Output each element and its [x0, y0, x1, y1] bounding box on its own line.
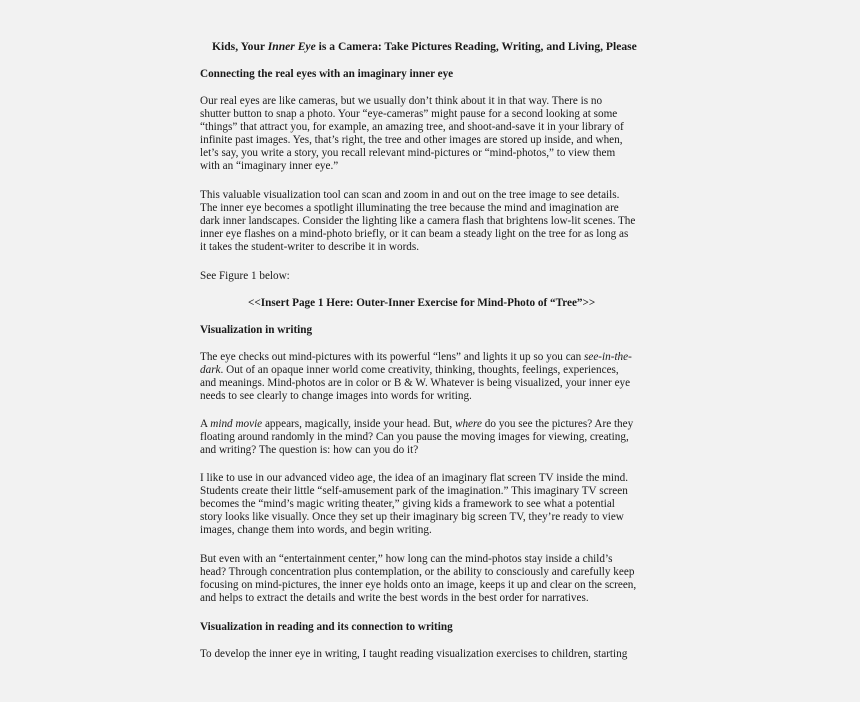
- title-text-rest: is a Camera: Take Pictures Reading, Writing, and Living, Please: [315, 40, 637, 53]
- figure-reference: See Figure 1 below:: [200, 270, 290, 282]
- paragraph-line: images, change them into words, and begin writing.: [200, 524, 432, 536]
- paragraph-line: “things” that attract you, for example, an amazing tree, and shoot-and-save it in your library of: [200, 121, 624, 133]
- paragraph-line: with an “imaginary inner eye.”: [200, 160, 339, 172]
- paragraph-line: and helps to extract the details and write the best words in the best order for narratives.: [200, 592, 589, 604]
- paragraph-line: needs to see clearly to change images into words for writing.: [200, 390, 472, 402]
- paragraph-line: shutter button to snap a photo. Your “eye-cameras” might pause for a second looking at some: [200, 108, 618, 120]
- paragraph-line: [200, 351, 632, 364]
- paragraph-line: head? Through concentration plus contemplation, or the ability to consciously and carefully keep: [200, 566, 635, 578]
- paragraph-line: focusing on mind-pictures, the inner eye holds onto an image, keeps it up and clear on the screen,: [200, 579, 637, 591]
- paragraph-line: inner eye flashes on a mind-photo briefly, or it can beam a steady light on the tree for as long as: [200, 228, 629, 240]
- insert-note: <<Insert Page 1 Here: Outer-Inner Exercise for Mind-Photo of “Tree”>>: [248, 297, 596, 309]
- text-run: appears, magically, inside your head. But,: [262, 418, 455, 430]
- text-emphasis: mind movie: [210, 418, 263, 430]
- paragraph-line: This valuable visualization tool can scan and zoom in and out on the tree image to see details.: [200, 189, 620, 201]
- paragraph-line: floating around randomly in the mind? Can you pause the moving images for viewing, creating,: [200, 431, 629, 443]
- title-text: Kids, Your: [212, 40, 268, 53]
- paragraph-line: it takes the student-writer to describe it in words.: [200, 241, 420, 253]
- paragraph-line: The inner eye becomes a spotlight illuminating the tree because the mind and imagination are: [200, 202, 619, 214]
- section-heading: Visualization in writing: [200, 324, 313, 336]
- section-heading: Connecting the real eyes with an imaginary inner eye: [200, 68, 454, 80]
- paragraph-line: story looks like visually. Once they set up their imaginary big screen TV, they’re ready to view: [200, 511, 624, 523]
- paragraph-line: I like to use in our advanced video age, the idea of an imaginary flat screen TV inside the mind.: [200, 472, 628, 484]
- text-emphasis: dark: [200, 364, 221, 376]
- paragraph-line: becomes the “mind’s magic writing theater,” giving kids a framework to see what a potential: [200, 498, 615, 510]
- text-run: do you see the pictures? Are they: [481, 418, 634, 430]
- paragraph-line: Students create their little “self-amusement park of the imagination.” This imaginary TV screen: [200, 485, 628, 497]
- paragraph-line: But even with an “entertainment center,” how long can the mind-photos stay inside a child’s: [200, 553, 613, 565]
- paragraph-line: and meanings. Mind-photos are in color or B & W. Whatever is being visualized, your inner eye: [200, 377, 631, 389]
- paragraph-line: [200, 418, 633, 431]
- text-emphasis: see-in-the-: [584, 351, 632, 363]
- paragraph-line: Our real eyes are like cameras, but we usually don’t think about it in that way. There is no: [200, 95, 603, 107]
- text-run: . Out of an opaque inner world come creativity, thinking, thoughts, feelings, experiences,: [220, 364, 619, 376]
- text-run: The eye checks out mind-pictures with its powerful “lens” and lights it up so you can: [200, 351, 585, 363]
- paragraph-line: dark inner landscapes. Consider the lighting like a camera flash that brightens low-lit scenes. The: [200, 215, 636, 227]
- title-emphasis: Inner Eye: [267, 40, 316, 53]
- document-title: [212, 40, 637, 53]
- paragraph-line: and writing? The question is: how can you do it?: [200, 444, 419, 456]
- paragraph-line: [200, 364, 619, 377]
- text-emphasis: where: [454, 418, 482, 430]
- section-heading: Visualization in reading and its connection to writing: [200, 621, 453, 633]
- paragraph-line: let’s say, you write a story, you recall relevant mind-pictures or “mind-photos,” to view them: [200, 147, 616, 159]
- paragraph-line: infinite past images. Yes, that’s right, the tree and other images are stored up inside, and when,: [200, 134, 623, 146]
- text-run: A: [200, 418, 211, 430]
- paragraph-line: To develop the inner eye in writing, I taught reading visualization exercises to children, starting: [200, 648, 628, 660]
